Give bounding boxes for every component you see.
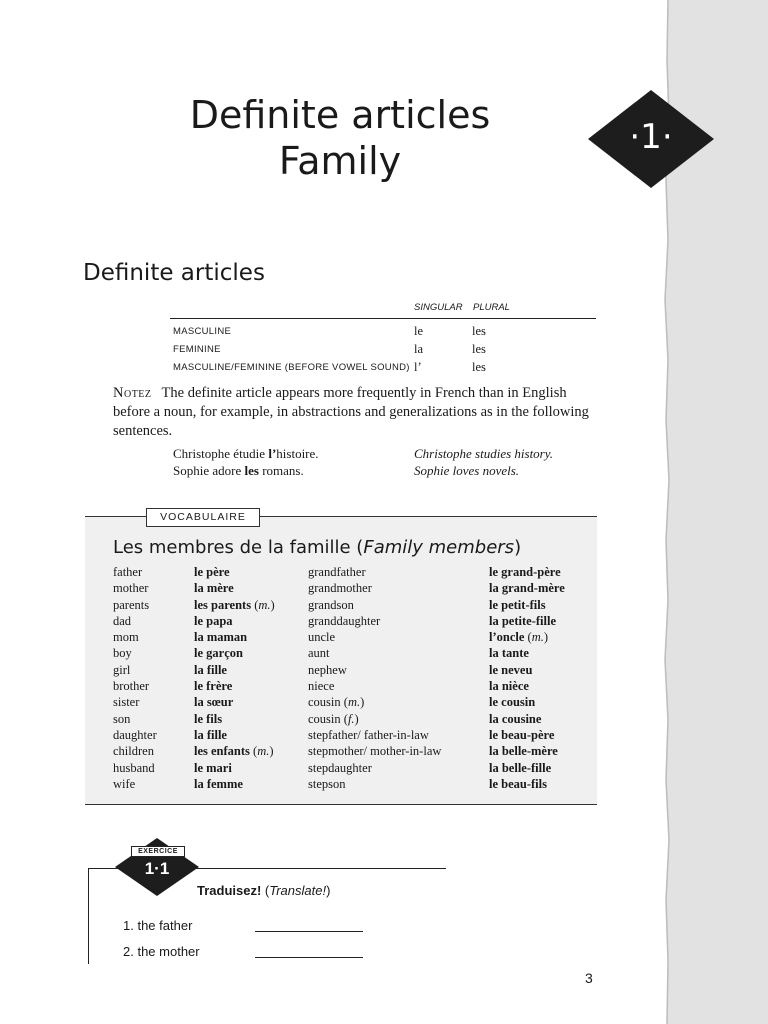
example-text: histoire. <box>276 446 319 461</box>
vocab-french: l’oncle (m.) <box>489 630 549 645</box>
vocab-english: brother <box>113 679 150 694</box>
vocab-french-word: le beau-fils <box>489 776 547 791</box>
vocab-french-word: la cousine <box>489 711 542 726</box>
page-number: 3 <box>585 970 593 986</box>
article-label: MASCULINE <box>173 326 232 337</box>
instruction-open: ( <box>261 883 270 898</box>
vocabulary-title-close: ) <box>514 537 522 558</box>
article-singular: l’ <box>414 360 422 374</box>
vocab-french-word: la tante <box>489 646 529 661</box>
vocab-french: les enfants (m.) <box>194 744 274 759</box>
vocab-english: mom <box>113 630 139 645</box>
vocab-gender: m. <box>257 744 270 759</box>
table-rule <box>170 318 596 319</box>
vocabulary-title-main: Les membres de la famille ( <box>113 537 364 558</box>
vocab-french-word: le garçon <box>194 646 243 661</box>
example-text: Christophe étudie <box>173 446 269 461</box>
vocab-french-word: le grand-père <box>489 565 561 579</box>
vocab-english: cousin (f.) <box>308 711 359 726</box>
col-plural: PLURAL <box>473 302 510 313</box>
instruction-bold: Traduisez! <box>197 883 262 898</box>
vocab-english-word: aunt <box>308 646 330 661</box>
vocab-english-word: niece <box>308 679 335 694</box>
vocab-french-word: la femme <box>194 776 243 791</box>
vocab-french <box>194 613 275 629</box>
exercise-instruction <box>197 883 330 898</box>
vocab-french-word: la belle-fille <box>489 760 552 775</box>
vocab-french-word: le frère <box>194 679 233 694</box>
item-text: the mother <box>137 944 200 959</box>
example-english: Sophie loves novels. <box>414 463 520 478</box>
vocab-french <box>489 776 565 792</box>
vocab-french-word: la belle-mère <box>489 744 558 759</box>
vocab-french-word: le beau-père <box>489 727 555 742</box>
example-french <box>173 463 304 479</box>
vocab-english: sister <box>113 695 140 710</box>
note-text: The definite article appears more frequently in French than in English before a noun, for example, in abstractions and generalizations as in the following sentences. <box>113 385 589 439</box>
instruction-close: ) <box>326 883 331 898</box>
vocabulary-title-italic: Family members <box>363 537 515 558</box>
vocab-french <box>489 645 565 661</box>
vocab-french <box>489 580 565 596</box>
note-label: Notez <box>113 385 152 401</box>
article-singular: le <box>414 324 424 338</box>
vocab-french <box>194 662 275 678</box>
vocab-english-word: grandmother <box>308 581 372 596</box>
chapter-title <box>150 92 530 184</box>
example-bold: les <box>244 463 259 478</box>
vocab-right-french <box>489 564 565 792</box>
vocab-french <box>194 727 275 743</box>
vocab-french <box>489 678 565 694</box>
vocabulary-tag: VOCABULAIRE <box>146 508 260 527</box>
vocab-french-word: les enfants <box>194 744 250 759</box>
example-text: Sophie adore <box>173 463 245 478</box>
article-plural: les <box>472 324 486 338</box>
exercise-number: 1·1 <box>144 859 170 878</box>
item-text: the father <box>137 918 193 933</box>
example-bold: l’ <box>268 446 277 461</box>
item-number: 1. <box>123 918 134 933</box>
vocab-english-word: cousin <box>308 711 341 726</box>
vocab-english-word: stepson <box>308 776 346 791</box>
vocab-french <box>194 711 275 727</box>
vocab-french-word: l’oncle <box>489 630 525 645</box>
vocab-english <box>308 776 441 792</box>
vocab-english-word: grandfather <box>308 565 366 579</box>
exercise-item <box>123 944 200 959</box>
vocab-french-word: le père <box>194 565 230 579</box>
vocab-english: father <box>113 565 143 579</box>
vocab-gender: f. <box>347 711 355 726</box>
vocab-french-word: la grand-mère <box>489 581 565 596</box>
vocab-english <box>308 678 441 694</box>
vocab-english: cousin (m.) <box>308 695 365 710</box>
vocab-french-word: le mari <box>194 760 232 775</box>
vocab-english-word: cousin <box>308 695 341 710</box>
vocab-french <box>489 694 565 710</box>
vocab-english-word: stepdaughter <box>308 760 372 775</box>
vocab-english <box>308 645 441 661</box>
item-number: 2. <box>123 944 134 959</box>
vocab-french-word: la fille <box>194 662 227 677</box>
col-singular: SINGULAR <box>414 302 463 313</box>
vocab-french <box>489 711 565 727</box>
vocab-english: son <box>113 711 131 726</box>
vocab-french <box>194 678 275 694</box>
exercise-label: EXERCICE <box>131 846 185 857</box>
note-paragraph <box>113 384 598 441</box>
vocabulary-title <box>113 537 521 558</box>
vocab-french <box>489 727 565 743</box>
vocab-french <box>489 743 565 759</box>
vocab-english-word: nephew <box>308 662 347 677</box>
vocab-english <box>308 597 441 613</box>
vocab-french <box>489 760 565 776</box>
vocab-english-word: stepfather/ father-in-law <box>308 727 429 742</box>
article-label: FEMININE <box>173 344 221 355</box>
answer-blank-1[interactable] <box>255 931 363 932</box>
vocab-french <box>194 564 275 580</box>
section-heading: Definite articles <box>83 260 265 286</box>
vocab-french: les parents (m.) <box>194 597 275 612</box>
chapter-number: ·1· <box>629 117 673 157</box>
article-plural: les <box>472 342 486 356</box>
vocab-french <box>489 597 565 613</box>
vocab-french-word: le cousin <box>489 695 536 710</box>
vocab-english <box>308 564 441 580</box>
vocab-french-word: le papa <box>194 613 233 628</box>
instruction-italic: Translate! <box>269 883 327 898</box>
vocab-french <box>194 760 275 776</box>
vocab-french-word: la nièce <box>489 679 529 694</box>
vocab-french <box>194 645 275 661</box>
example-english: Christophe studies history. <box>414 446 554 461</box>
vocab-right-english <box>308 564 441 792</box>
article-plural: les <box>472 360 486 374</box>
article-label: MASCULINE/FEMININE (BEFORE VOWEL SOUND) <box>173 362 410 373</box>
vocab-french-word: le fils <box>194 711 223 726</box>
vocab-french-word: la mère <box>194 581 234 596</box>
chapter-title-line2: Family <box>278 139 402 183</box>
vocab-english: wife <box>113 776 136 791</box>
vocab-english: children <box>113 744 154 759</box>
vocab-left-english <box>113 564 157 792</box>
vocab-french-word: les parents <box>194 597 252 612</box>
vocab-french <box>194 629 275 645</box>
vocab-english <box>308 760 441 776</box>
vocab-english: dad <box>113 613 132 628</box>
vocab-gender: m. <box>531 630 544 645</box>
vocab-english: parents <box>113 597 150 612</box>
vocab-english <box>308 580 441 596</box>
vocab-left-french <box>194 564 275 792</box>
vocab-english <box>308 629 441 645</box>
vocab-french <box>194 580 275 596</box>
vocab-english: boy <box>113 646 132 661</box>
vocab-french <box>489 662 565 678</box>
vocab-english-word: stepmother/ mother-in-law <box>308 744 442 759</box>
vocab-english: daughter <box>113 727 157 742</box>
vocab-french <box>194 694 275 710</box>
exercise-rule-vertical <box>88 868 89 964</box>
vocab-english-word: uncle <box>308 630 336 645</box>
vocab-gender: m. <box>347 695 361 710</box>
vocab-french <box>194 776 275 792</box>
vocab-english <box>308 743 441 759</box>
vocab-english: girl <box>113 662 131 677</box>
vocab-french-word: la sœur <box>194 695 234 710</box>
vocab-english-word: grandson <box>308 597 354 612</box>
vocab-english <box>308 727 441 743</box>
chapter-title-line1: Definite articles <box>189 93 491 137</box>
vocab-french <box>489 613 565 629</box>
vocab-french-word: la petite-fille <box>489 613 556 628</box>
vocab-french-word: la maman <box>194 630 248 645</box>
article-singular: la <box>414 342 424 356</box>
vocab-french-word: le petit-fils <box>489 597 546 612</box>
vocab-gender: m. <box>258 597 271 612</box>
answer-blank-2[interactable] <box>255 957 363 958</box>
vocab-french-word: le neveu <box>489 662 533 677</box>
vocab-french <box>489 564 565 580</box>
vocab-english-word: granddaughter <box>308 613 381 628</box>
vocab-english <box>308 613 441 629</box>
vocab-english: mother <box>113 581 149 596</box>
example-french <box>173 446 319 462</box>
exercise-item <box>123 918 192 933</box>
example-text: romans. <box>258 463 304 478</box>
vocab-english <box>308 662 441 678</box>
vocab-french-word: la fille <box>194 727 227 742</box>
vocab-english: husband <box>113 760 155 775</box>
